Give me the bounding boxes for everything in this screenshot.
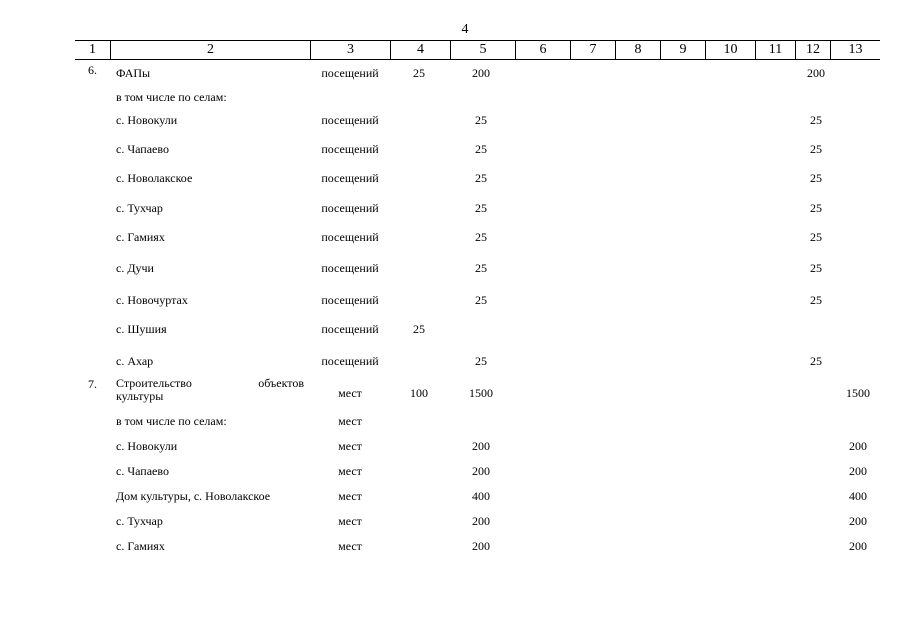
- row-col12: 200: [807, 66, 825, 80]
- row-name: [116, 377, 304, 403]
- row-col12: 25: [810, 201, 822, 215]
- row-name: с. Тухчар: [116, 514, 163, 528]
- row-col4: 25: [413, 66, 425, 80]
- row-col5: 400: [472, 489, 490, 503]
- row-name: с. Ахар: [116, 354, 154, 368]
- table-row: [0, 414, 905, 434]
- header-col-1: 1: [89, 42, 96, 57]
- row-name: ФАПы: [116, 66, 151, 80]
- row-unit: посещений: [321, 142, 379, 156]
- table-row: [0, 464, 905, 484]
- table-row: [0, 171, 905, 191]
- row-unit: мест: [338, 414, 362, 428]
- header-col-10: 10: [705, 41, 755, 59]
- header-col-11: 11: [755, 41, 795, 59]
- row-unit: посещений: [321, 354, 379, 368]
- row-col5: 200: [472, 464, 490, 478]
- table-row: [0, 201, 905, 221]
- row-unit: посещений: [321, 171, 379, 185]
- header-col-6: 6: [515, 41, 570, 59]
- row-col4: 25: [413, 322, 425, 336]
- row-unit: посещений: [321, 322, 379, 336]
- table-row: [0, 514, 905, 534]
- row-name-word: культуры: [116, 389, 164, 403]
- row-unit: посещений: [321, 261, 379, 275]
- row-name: с. Новочуртах: [116, 293, 188, 307]
- row-unit: посещений: [321, 293, 379, 307]
- row-col12: 25: [810, 230, 822, 244]
- table-row: [0, 113, 905, 133]
- header-col-2: 2: [110, 41, 310, 59]
- row-name: с. Гамиях: [116, 539, 165, 553]
- row-number: 7.: [88, 377, 97, 391]
- row-col5: 25: [475, 261, 487, 275]
- header-col-13: 13: [830, 41, 880, 59]
- table-row: [0, 261, 905, 281]
- row-unit: мест: [338, 464, 362, 478]
- row-col13: 400: [849, 489, 867, 503]
- row-col12: 25: [810, 113, 822, 127]
- row-col5: 25: [475, 293, 487, 307]
- row-col5: 25: [475, 201, 487, 215]
- row-col12: 25: [810, 261, 822, 275]
- row-col13: 1500: [846, 386, 870, 400]
- row-unit: посещений: [321, 66, 379, 80]
- row-col5: 25: [475, 230, 487, 244]
- row-name-word: объектов: [258, 376, 304, 390]
- table-row: [0, 230, 905, 250]
- row-col5: 200: [472, 514, 490, 528]
- table-row: [0, 63, 905, 83]
- table-row: [0, 439, 905, 459]
- header-col-7: 7: [570, 41, 615, 59]
- row-name: с. Чапаево: [116, 142, 169, 156]
- row-unit: посещений: [321, 201, 379, 215]
- row-unit: мест: [338, 386, 362, 400]
- row-col12: 25: [810, 171, 822, 185]
- row-col12: 25: [810, 354, 822, 368]
- row-name: с. Дучи: [116, 261, 154, 275]
- page-number: 4: [461, 22, 469, 37]
- row-col12: 25: [810, 142, 822, 156]
- row-name: с. Чапаево: [116, 464, 169, 478]
- row-col5: 200: [472, 439, 490, 453]
- table-row: [0, 142, 905, 162]
- row-col5: 25: [475, 354, 487, 368]
- row-col5: 25: [475, 113, 487, 127]
- row-col13: 200: [849, 539, 867, 553]
- table-row: [0, 354, 905, 374]
- header-col-8: 8: [615, 41, 660, 59]
- header-col-12: 12: [795, 41, 830, 59]
- table-row: [0, 377, 905, 409]
- row-name: в том числе по селам:: [116, 414, 227, 428]
- row-name: с. Шушия: [116, 322, 167, 336]
- table-row: [0, 90, 905, 110]
- row-name: с. Новокули: [116, 439, 178, 453]
- row-unit: посещений: [321, 230, 379, 244]
- row-col12: 25: [810, 293, 822, 307]
- row-name: Дом культуры, с. Новолакское: [116, 489, 271, 503]
- header-col-5: 5: [450, 41, 515, 59]
- row-col5: 200: [472, 66, 490, 80]
- table-row: [0, 322, 905, 342]
- table-row: [0, 539, 905, 559]
- row-col13: 200: [849, 439, 867, 453]
- row-col5: 200: [472, 539, 490, 553]
- row-col5: 1500: [469, 386, 493, 400]
- row-unit: мест: [338, 489, 362, 503]
- row-name-word: Строительство: [116, 376, 192, 390]
- row-unit: мест: [338, 539, 362, 553]
- row-unit: посещений: [321, 113, 379, 127]
- header-col-4: 4: [390, 41, 450, 59]
- table-header: [75, 40, 880, 60]
- row-unit: мест: [338, 439, 362, 453]
- row-unit: мест: [338, 514, 362, 528]
- row-col5: 25: [475, 142, 487, 156]
- row-name: с. Тухчар: [116, 201, 163, 215]
- row-name: с. Новолакское: [116, 171, 193, 185]
- header-col-3: 3: [310, 41, 390, 59]
- table-row: [0, 293, 905, 313]
- row-col5: 25: [475, 171, 487, 185]
- table-row: [0, 489, 905, 509]
- row-name: с. Гамиях: [116, 230, 165, 244]
- row-number: 6.: [88, 63, 97, 77]
- row-col13: 200: [849, 514, 867, 528]
- row-name: с. Новокули: [116, 113, 178, 127]
- row-col13: 200: [849, 464, 867, 478]
- header-col-9: 9: [660, 41, 705, 59]
- row-name: в том числе по селам:: [116, 90, 227, 104]
- row-col4: 100: [410, 386, 428, 400]
